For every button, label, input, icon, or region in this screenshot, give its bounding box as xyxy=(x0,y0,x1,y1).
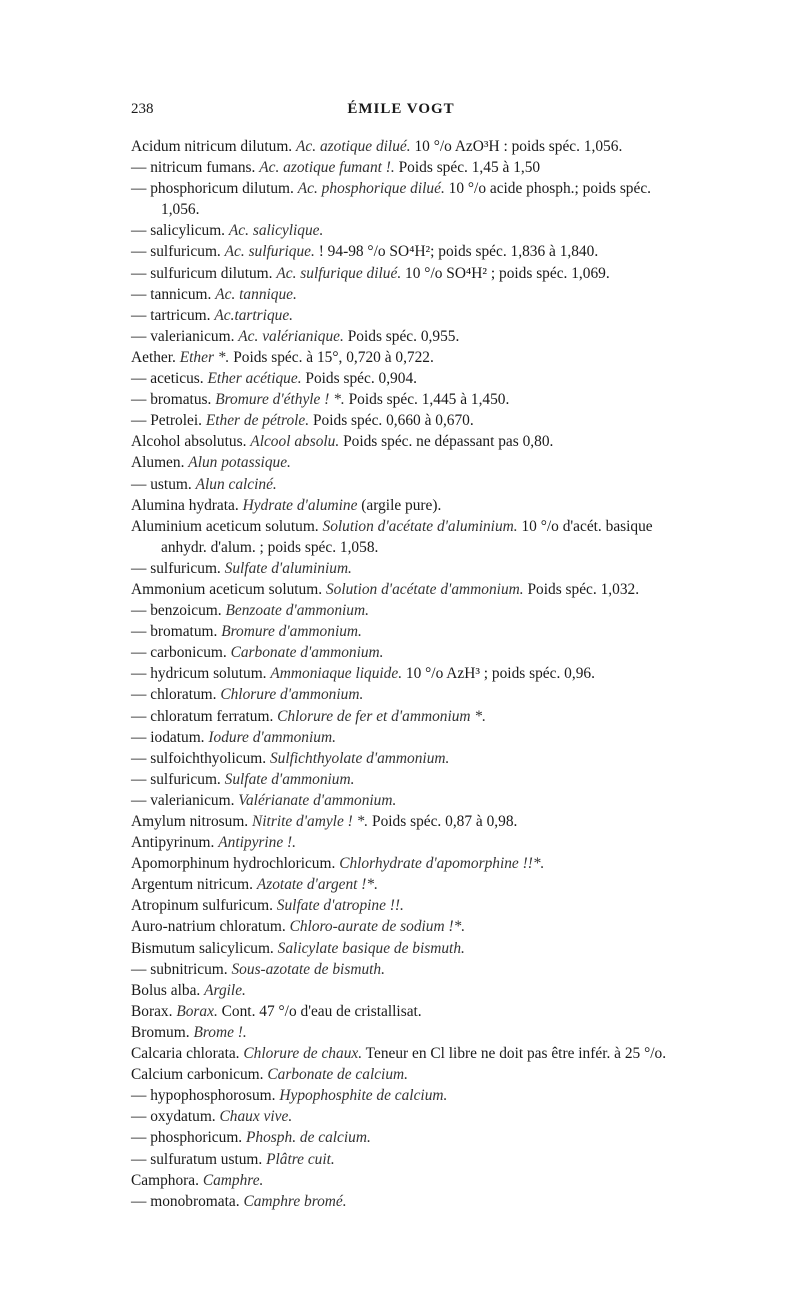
latin-name: — phosphoricum dilutum. xyxy=(131,180,294,198)
french-name: Ac. sulfurique dilué. xyxy=(276,264,402,282)
latin-name: Bromum. xyxy=(131,1023,190,1041)
entry-details: 10 °/o acide phosph.; poids spéc. 1,056. xyxy=(161,180,652,219)
french-name: Carbonate de calcium. xyxy=(267,1066,408,1084)
latin-name: — sulfuratum ustum. xyxy=(131,1150,263,1168)
latin-name: Alcohol absolutus. xyxy=(131,433,247,451)
french-name: Brome !. xyxy=(193,1023,247,1041)
french-name: Iodure d'ammonium. xyxy=(208,728,336,746)
french-name: Carbonate d'ammonium. xyxy=(230,644,384,662)
french-name: Camphre. xyxy=(202,1171,264,1189)
french-name: Sulfate d'aluminium. xyxy=(224,559,352,577)
list-item xyxy=(131,558,676,579)
entry-details: (argile pure). xyxy=(361,496,442,514)
french-name: Azotate d'argent !*. xyxy=(256,876,378,894)
list-item xyxy=(131,1149,676,1170)
latin-name: — salicylicum. xyxy=(131,222,226,240)
latin-name: — sulfuricum. xyxy=(131,770,221,788)
french-name: Argile. xyxy=(204,981,246,999)
french-name: Camphre bromé. xyxy=(243,1192,347,1210)
latin-name: — sulfuricum. xyxy=(131,559,221,577)
french-name: Ac.tartrique. xyxy=(214,306,294,324)
list-item xyxy=(131,178,676,220)
latin-name: Apomorphinum hydrochloricum. xyxy=(131,855,336,873)
french-name: Ether de pétrole. xyxy=(205,412,310,430)
list-item xyxy=(131,389,676,410)
list-item xyxy=(131,706,676,727)
french-name: Chlorhydrate d'apomorphine !!*. xyxy=(339,855,545,873)
list-item xyxy=(131,1085,676,1106)
french-name: Ammoniaque liquide. xyxy=(270,665,403,683)
list-item xyxy=(131,241,676,262)
french-name: Ether acétique. xyxy=(207,370,302,388)
list-item xyxy=(131,727,676,748)
list-item xyxy=(131,663,676,684)
latin-name: — monobromata. xyxy=(131,1192,240,1210)
list-item xyxy=(131,980,676,1001)
french-name: Solution d'acétate d'ammonium. xyxy=(325,580,524,598)
list-item xyxy=(131,136,676,157)
latin-name: — aceticus. xyxy=(131,370,204,388)
french-name: Ac. azotique dilué. xyxy=(296,138,411,155)
list-item xyxy=(131,1127,676,1148)
list-item xyxy=(131,1106,676,1127)
list-item xyxy=(131,452,676,473)
latin-name: — subnitricum. xyxy=(131,960,228,978)
latin-name: — sulfuricum. xyxy=(131,243,221,261)
latin-name: Atropinum sulfuricum. xyxy=(131,897,273,915)
list-item xyxy=(131,832,676,853)
list-item xyxy=(131,938,676,959)
french-name: Ac. sulfurique. xyxy=(224,243,315,261)
list-item xyxy=(131,157,676,178)
latin-name: — bromatus. xyxy=(131,391,212,409)
list-item xyxy=(131,495,676,516)
french-name: Chlorure de fer et d'ammonium *. xyxy=(277,707,486,725)
list-item xyxy=(131,916,676,937)
list-item xyxy=(131,1191,676,1212)
latin-name: Argentum nitricum. xyxy=(131,876,253,894)
latin-name: Calcaria chlorata. xyxy=(131,1045,240,1063)
french-name: Ether *. xyxy=(179,348,230,366)
latin-name: — phosphoricum. xyxy=(131,1129,243,1147)
french-name: Sulfate d'ammonium. xyxy=(224,770,355,788)
list-item xyxy=(131,811,676,832)
latin-name: — sulfuricum dilutum. xyxy=(131,264,273,282)
entry-details: 10 °/o d'acét. basique anhydr. d'alum. ; poids spéc. 1,058. xyxy=(161,517,653,556)
list-item xyxy=(131,642,676,663)
latin-name: — ustum. xyxy=(131,475,192,493)
latin-name: — iodatum. xyxy=(131,728,205,746)
french-name: Sous-azotate de bismuth. xyxy=(231,960,385,978)
french-name: Chlorure d'ammonium. xyxy=(220,686,364,704)
latin-name: — hydricum solutum. xyxy=(131,665,267,683)
french-name: Alun calciné. xyxy=(195,475,277,493)
french-name: Chlorure de chaux. xyxy=(243,1045,363,1063)
latin-name: Camphora. xyxy=(131,1171,199,1189)
list-item xyxy=(131,579,676,600)
latin-name: — carbonicum. xyxy=(131,644,227,662)
list-item xyxy=(131,368,676,389)
entry-details: Poids spéc. 1,45 à 1,50 xyxy=(398,159,541,177)
latin-name: — sulfoichthyolicum. xyxy=(131,749,267,767)
latin-name: Bolus alba. xyxy=(131,981,201,999)
list-item xyxy=(131,474,676,495)
entry-details: 10 °/o SO⁴H² ; poids spéc. 1,069. xyxy=(405,264,610,282)
latin-name: Alumen. xyxy=(131,454,185,472)
page-number: 238 xyxy=(131,101,154,117)
list-item xyxy=(131,769,676,790)
french-name: Chloro-aurate de sodium !*. xyxy=(289,918,466,936)
latin-name: — valerianicum. xyxy=(131,327,235,345)
latin-name: — Petrolei. xyxy=(131,412,202,430)
list-item xyxy=(131,516,676,558)
latin-name: — hypophosphorosum. xyxy=(131,1087,276,1105)
latin-name: — tannicum. xyxy=(131,285,212,303)
entry-details: Poids spéc. 0,955. xyxy=(347,327,460,345)
latin-name: — chloratum ferratum. xyxy=(131,707,274,725)
latin-name: Calcium carbonicum. xyxy=(131,1066,264,1084)
list-item xyxy=(131,220,676,241)
latin-name: — tartricum. xyxy=(131,306,211,324)
list-item xyxy=(131,959,676,980)
latin-name: Borax. xyxy=(131,1002,173,1020)
entry-details: ! 94-98 °/o SO⁴H²; poids spéc. 1,836 à 1,840. xyxy=(318,243,599,261)
list-item xyxy=(131,853,676,874)
french-name: Ac. valérianique. xyxy=(238,327,344,345)
latin-name: — benzoicum. xyxy=(131,602,222,620)
list-item xyxy=(131,1022,676,1043)
list-item xyxy=(131,263,676,284)
french-name: Solution d'acétate d'aluminium. xyxy=(322,517,518,535)
latin-name: Antipyrinum. xyxy=(131,834,215,852)
french-name: Bromure d'éthyle ! *. xyxy=(215,391,345,409)
entry-details: Poids spéc. à 15°, 0,720 à 0,722. xyxy=(233,348,434,366)
latin-name: Ammonium aceticum solutum. xyxy=(131,580,323,598)
french-name: Bromure d'ammonium. xyxy=(221,623,362,641)
running-title: ÉMILE VOGT xyxy=(347,101,455,117)
french-name: Alcool absolu. xyxy=(250,433,340,451)
french-name: Ac. phosphorique dilué. xyxy=(297,180,445,198)
french-name: Plâtre cuit. xyxy=(266,1150,335,1168)
french-name: Antipyrine !. xyxy=(218,834,297,852)
french-name: Ac. tannique. xyxy=(215,285,297,303)
french-name: Salicylate basique de bismuth. xyxy=(277,939,465,957)
latin-name: Aether. xyxy=(131,348,176,366)
list-item xyxy=(131,748,676,769)
list-item xyxy=(131,305,676,326)
entry-details: Poids spéc. 1,445 à 1,450. xyxy=(348,391,510,409)
latin-name: — oxydatum. xyxy=(131,1108,216,1126)
latin-name: Auro-natrium chloratum. xyxy=(131,918,286,936)
entry-details: Cont. 47 °/o d'eau de cristallisat. xyxy=(221,1002,422,1020)
entry-details: Poids spéc. 0,87 à 0,98. xyxy=(372,813,518,830)
list-item xyxy=(131,284,676,305)
french-name: Phosph. de calcium. xyxy=(246,1129,371,1147)
latin-name: — chloratum. xyxy=(131,686,217,704)
list-item xyxy=(131,600,676,621)
list-item xyxy=(131,1001,676,1022)
french-name: Nitrite d'amyle ! *. xyxy=(252,813,369,830)
latin-name: Alumina hydrata. xyxy=(131,496,239,514)
list-item xyxy=(131,1043,676,1064)
latin-name: Bismutum salicylicum. xyxy=(131,939,274,957)
entry-details: Poids spéc. 0,904. xyxy=(305,370,417,388)
list-item xyxy=(131,1170,676,1191)
french-name: Hypophosphite de calcium. xyxy=(279,1087,448,1105)
list-item xyxy=(131,684,676,705)
latin-name: Aluminium aceticum solutum. xyxy=(131,517,319,535)
list-item xyxy=(131,410,676,431)
list-item xyxy=(131,1064,676,1085)
french-name: Alun potassique. xyxy=(188,454,291,472)
french-name: Sulfate d'atropine !!. xyxy=(276,897,404,915)
entry-list xyxy=(131,136,676,1212)
french-name: Ac. salicylique. xyxy=(228,222,324,240)
latin-name: Acidum nitricum dilutum. xyxy=(131,138,293,155)
french-name: Hydrate d'alumine xyxy=(242,496,358,514)
entry-details: 10 °/o AzH³ ; poids spéc. 0,96. xyxy=(405,665,595,683)
list-item xyxy=(131,621,676,642)
list-item xyxy=(131,895,676,916)
entry-details: Poids spéc. 1,032. xyxy=(527,580,640,598)
page-header xyxy=(131,101,671,123)
latin-name: — valerianicum. xyxy=(131,791,235,809)
french-name: Benzoate d'ammonium. xyxy=(225,602,369,620)
french-name: Sulfichthyolate d'ammonium. xyxy=(269,749,450,767)
latin-name: — bromatum. xyxy=(131,623,218,641)
list-item xyxy=(131,326,676,347)
list-item xyxy=(131,431,676,452)
latin-name: — nitricum fumans. xyxy=(131,159,256,177)
entry-details: Poids spéc. ne dépassant pas 0,80. xyxy=(343,433,554,451)
entry-details: Poids spéc. 0,660 à 0,670. xyxy=(312,412,474,430)
latin-name: Amylum nitrosum. xyxy=(131,813,249,830)
list-item xyxy=(131,347,676,368)
list-item xyxy=(131,790,676,811)
french-name: Chaux vive. xyxy=(219,1108,293,1126)
entry-details: Teneur en Cl libre ne doit pas être infér. à 25 °/o. xyxy=(365,1045,667,1063)
french-name: Valérianate d'ammonium. xyxy=(238,791,397,809)
entry-details: 10 °/o AzO³H : poids spéc. 1,056. xyxy=(414,138,623,155)
french-name: Ac. azotique fumant !. xyxy=(259,159,395,177)
list-item xyxy=(131,874,676,895)
french-name: Borax. xyxy=(176,1002,218,1020)
